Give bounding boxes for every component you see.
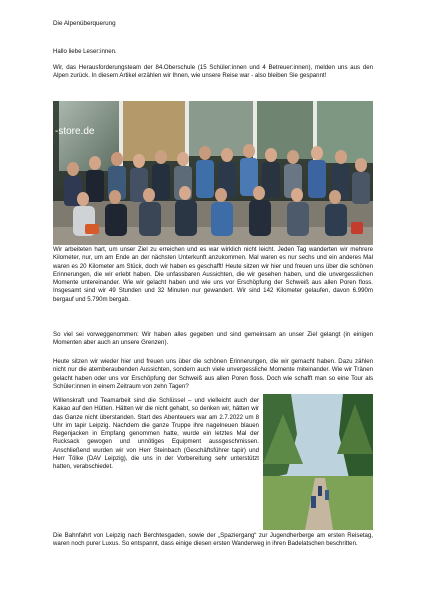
group-photo (53, 101, 373, 245)
body-paragraph-4: Willenskraft und Teamarbeit sind die Schlüssel – und vielleicht auch der Kakao auf den Hütten. Hätten wir die nicht gehabt, so denken wir, hätten wir das Ganze nicht überstanden. Start des Abenteuers war am 2.7.2022 um 8 Uhr im tapir Leipzig. Nachdem die ganze Truppe ihre nagelneuen blauen Regenjacken in Empfang genommen hatte, wurde ein letztes Mal der Rucksack gewogen und unnötiges Equipment aussgeschmissen. Anschließend wurden wir von Herr Steinbach (Geschäftsführer tapir) und Herr Tölke (DAV Leipzig), die uns in der Vorbereitung sehr unterstützt hatten, verabschiedet. (53, 397, 259, 471)
trail-photo (263, 394, 373, 530)
page-title: Die Alpenüberquerung (53, 20, 116, 27)
body-paragraph-5: Die Bahnfahrt von Leipzig nach Berchtesgaden, sowie der „Spaziergang“ zur Jugendherberge am ersten Reisetag, waren noch purer Luxus. So entspannt, dass einige diesen ersten Wanderweg in ihren Badelatschen beschritten. (53, 532, 373, 548)
greeting: Hallo liebe Leser:innen. (53, 48, 117, 55)
body-paragraph-1: Wir arbeiteten hart, um unser Ziel zu erreichen und es war wirklich nicht leicht. Jeden Tag wanderten wir mehrere Kilometer, nur, um am Ende an der nächsten Unterkunft anzukommen. Mal waren es nur sechs und ein anderes Mal waren es 20 Kilometer am Stück, doch wir haben es geschafft! Heute sitzen wir hier und freuen uns über die schönen Erinnerungen, die wir erlebt haben. Die unfassbaren Aussichten, die wir gesehen haben, und die unvergesslichen Momente untereinander. Wie wir gelacht haben und wie uns vor Erschöpfung der Schweiß aus allen Poren floss. Insgesamt sind wir 49 Stunden und 32 Minuten nur gewandert. Wir sind 142 Kilometer gelaufen, davon 6.990m bergauf und 5.790m bergab. (53, 246, 373, 303)
body-paragraph-2: So viel sei vorweggenommen: Wir haben alles gegeben und sind gemeinsam an unser Ziel gelangt (in einigen Momenten aber auch an unsere Grenzen). (53, 331, 373, 347)
photo-store-sign: -store.de (55, 126, 95, 137)
body-paragraph-3: Heute sitzen wir wieder hier und freuen uns über die schönen Erinnerungen, die wir gemacht haben. Dazu zählen nicht nur die atemberaubenden Aussichten, sondern auch viele unvergessliche Momente miteinander. Wie wir Tränen gelacht haben oder uns vor Erschöpfung der Schweiß aus allen Poren floss. Doch wie schafft man so eine Tour als Schüler:innen in einem Zeitraum von zehn Tagen? (53, 358, 373, 390)
intro-paragraph: Wir, das Herausforderungsteam der 84.Oberschule (15 Schüler:innen und 4 Betreuer:innen), melden uns aus den Alpen zurück. In diesem Artikel erzählen wir Ihnen, wie unsere Reise war - also bleiben Sie gespannt! (53, 64, 373, 80)
